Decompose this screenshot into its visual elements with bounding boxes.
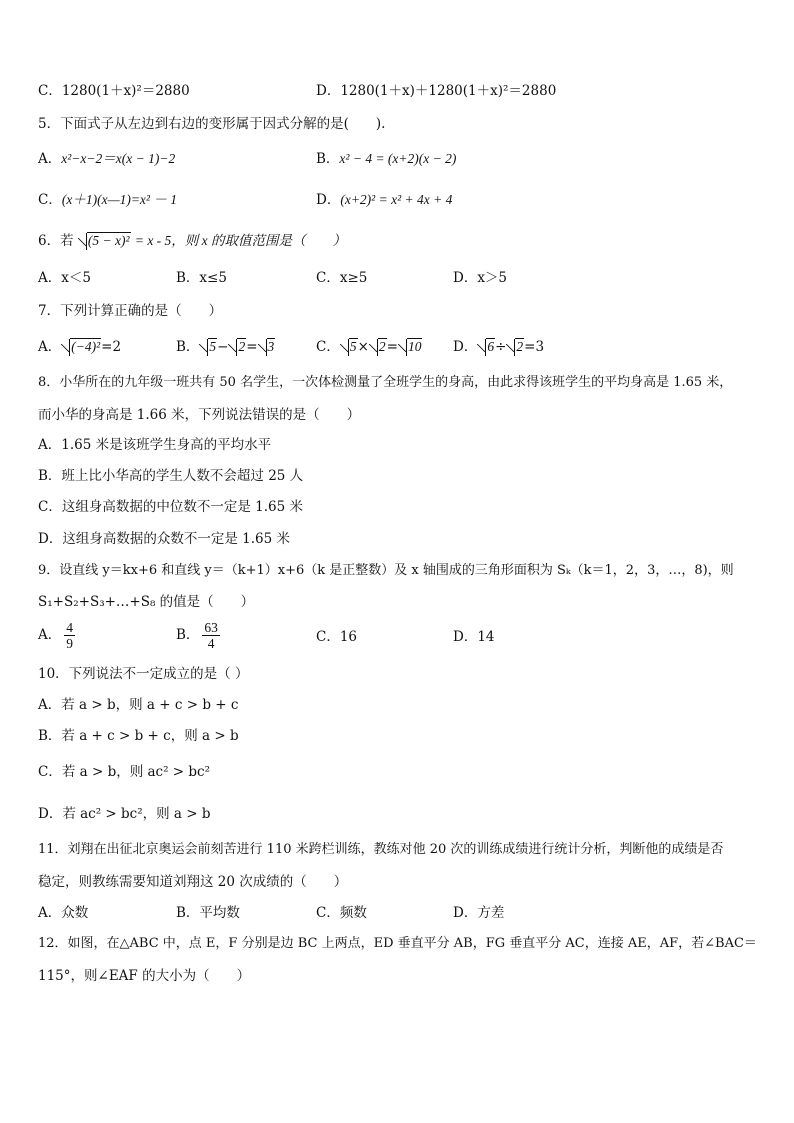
q5-option-a: A．x²−x−2＝x(x − 1)−2	[38, 151, 176, 167]
q6-radical: (5 − x)²	[78, 231, 131, 251]
q10-option-b: B．若 a + c > b + c，则 a > b	[38, 728, 239, 744]
q11-stem-line1: 11．刘翔在出征北京奥运会前刻苦进行 110 米跨栏训练，教练对他 20 次的训练成绩进行统计分析，判断他的成绩是否	[38, 842, 724, 857]
q7-option-a: A． (−4)²=2	[38, 339, 122, 355]
q11-stem-line2: 稳定，则教练需要知道刘翔这 20 次成绩的（ ）	[38, 874, 348, 890]
q10-stem: 10．下列说法不一定成立的是（ ）	[38, 666, 249, 682]
q6-stem: 6．若 (5 − x)² = x - 5，则 x 的取值范围是（ ）	[38, 233, 347, 249]
q12-stem-line1: 12．如图，在△ABC 中，点 E，F 分别是边 BC 上两点，ED 垂直平分 AB，FG 垂直平分 AC，连接 AE，AF，若∠BAC＝	[38, 936, 757, 951]
q8-option-a: A．1.65 米是该班学生身高的平均水平	[38, 437, 272, 453]
q9-option-a: A． $\frac{4}{9}$	[38, 620, 73, 651]
q9-stem-line2: S₁+S₂+S₃+…+S₈ 的值是（ ）	[38, 594, 255, 610]
q11-option-a: A．众数	[38, 905, 89, 921]
q7-option-c: C． 5× 2= 10	[316, 339, 422, 355]
q6-option-a: A．x＜5	[38, 270, 91, 286]
q6-option-d: D．x＞5	[453, 270, 508, 286]
q10-option-a: A．若 a > b，则 a + c > b + c	[38, 697, 239, 713]
q5-option-c: C．(x＋1)(x—1)=x² － 1	[38, 192, 177, 208]
q9-option-b: B． $\frac{63}{4}$	[176, 620, 218, 651]
q8-option-d: D．这组身高数据的众数不一定是 1.65 米	[38, 531, 290, 547]
q12-stem-line2: 115°，则∠EAF 的大小为（ ）	[38, 968, 251, 984]
q9-option-b-fraction: $\frac{63}{4}$	[204, 620, 218, 651]
q9-option-c: C．16	[316, 629, 358, 645]
q11-option-c: C．频数	[316, 905, 367, 921]
q7-stem: 7．下列计算正确的是（ ）	[38, 303, 223, 319]
q5-option-d: D．(x+2)² = x² + 4x + 4	[316, 192, 453, 208]
q5-stem: 5．下面式子从左边到右边的变形属于因式分解的是( ).	[38, 116, 386, 132]
q10-option-c: C．若 a > b，则 ac² > bc²	[38, 764, 211, 780]
q11-option-b: B．平均数	[176, 905, 240, 921]
q8-stem-line2: 而小华的身高是 1.66 米，下列说法错误的是（ ）	[38, 407, 361, 423]
q11-option-d: D．方差	[453, 905, 505, 921]
q6-option-c: C．x≥5	[316, 270, 368, 286]
q9-option-d: D．14	[453, 629, 495, 645]
q6-option-b: B．x≤5	[176, 270, 227, 286]
q8-option-c: C．这组身高数据的中位数不一定是 1.65 米	[38, 499, 303, 515]
q4-option-d: D．1280(1＋x)＋1280(1＋x)²＝2880	[316, 83, 557, 99]
q8-stem-line1: 8．小华所在的九年级一班共有 50 名学生，一次体检测量了全班学生的身高，由此求得该班学生的平均身高是 1.65 米，	[38, 375, 733, 390]
q9-option-a-fraction: $\frac{4}{9}$	[66, 620, 73, 651]
q5-option-b: B．x² − 4 = (x+2)(x − 2)	[316, 151, 457, 167]
q9-stem-line1: 9．设直线 y＝kx+6 和直线 y＝（k+1）x+6（k 是正整数）及 x 轴围成的三角形面积为 Sₖ（k＝1，2，3，…，8)，则	[38, 563, 734, 578]
q7-option-b: B． 5− 2= 3	[176, 339, 275, 355]
q10-option-d: D．若 ac² > bc²，则 a > b	[38, 806, 211, 822]
q7-option-d: D． 6÷ 2=3	[453, 339, 545, 355]
q4-option-c: C．1280(1＋x)²＝2880	[38, 83, 190, 99]
q8-option-b: B．班上比小华高的学生人数不会超过 25 人	[38, 468, 304, 484]
